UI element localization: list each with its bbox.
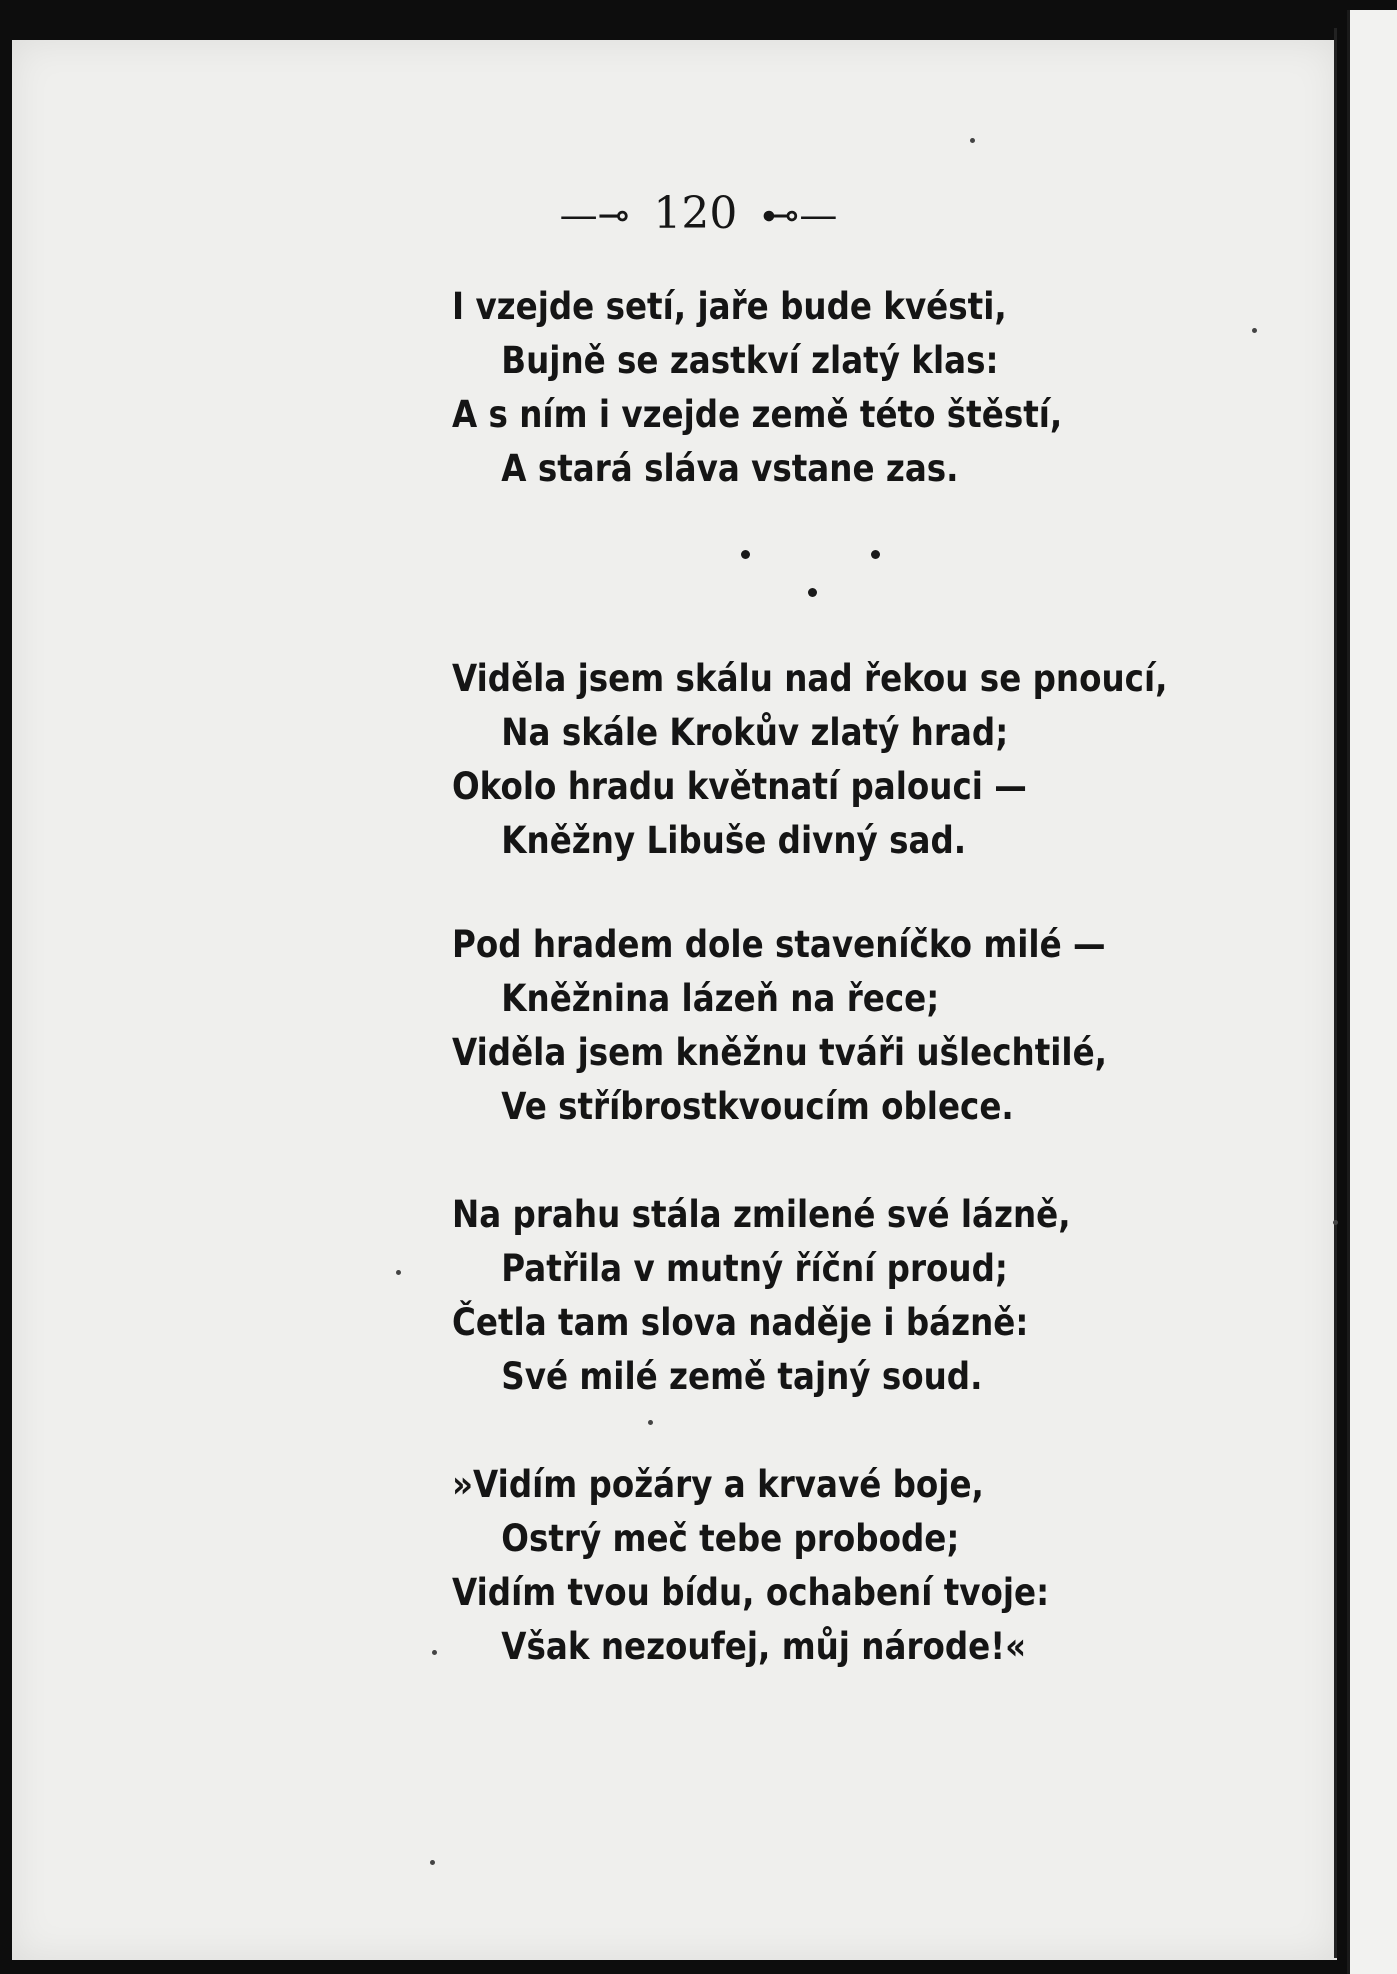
verse-line: Pod hradem dole staveníčko milé — [452, 923, 1106, 966]
verse-line: Kněžnina lázeň na řece; [501, 977, 940, 1020]
verse-line: Ve stříbrostkvoucím oblece. [501, 1085, 1014, 1128]
stanza-3 [452, 918, 1244, 1134]
page-edge [1334, 28, 1337, 1958]
verse-line: Však nezoufej, můj národe!« [501, 1625, 1027, 1668]
paper-speck [396, 1270, 401, 1275]
paper-speck [1333, 1220, 1338, 1225]
stanza-5 [452, 1458, 1244, 1674]
asterism-star [808, 588, 817, 597]
stanza-4 [452, 1188, 1244, 1404]
verse-line: Vidím tvou bídu, ochabení tvoje: [452, 1571, 1050, 1614]
paper-speck [1252, 328, 1257, 333]
paper-speck [970, 138, 975, 143]
asterism-star [741, 550, 750, 559]
adjacent-page-edge [1347, 10, 1397, 1974]
verse-line: Na prahu stála zmilené své lázně, [452, 1193, 1071, 1236]
verse-line: Viděla jsem kněžnu tváři ušlechtilé, [452, 1031, 1108, 1074]
ornament-left-icon: —⊸ [559, 193, 630, 237]
asterism-star [871, 550, 880, 559]
section-break-asterism [0, 530, 1397, 610]
verse-line: Bujně se zastkví zlatý klas: [501, 339, 999, 382]
verse-line: Četla tam slova naděje i bázně: [452, 1301, 1029, 1344]
verse-line: I vzejde setí, jaře bude kvésti, [452, 285, 1007, 328]
verse-line: Na skále Krokův zlatý hrad; [501, 711, 1009, 754]
verse-line: Kněžny Libuše divný sad. [501, 819, 967, 862]
paper-speck [432, 1650, 437, 1655]
stanza-1 [452, 280, 1244, 496]
paper-speck [648, 1420, 653, 1425]
verse-line: Viděla jsem skálu nad řekou se pnoucí, [452, 657, 1168, 700]
page-header [0, 188, 1397, 239]
verse-line: A stará sláva vstane zas. [501, 447, 959, 490]
verse-line: Okolo hradu květnatí palouci — [452, 765, 1027, 808]
stanza-2 [452, 652, 1244, 868]
verse-line: Ostrý meč tebe probode; [501, 1517, 960, 1560]
verse-line: A s ním i vzejde země této štěstí, [452, 393, 1063, 436]
page-number: 120 [653, 188, 738, 239]
paper-speck [430, 1860, 435, 1865]
ornament-right-icon: ⊷— [761, 193, 838, 237]
verse-line: Své milé země tajný soud. [501, 1355, 983, 1398]
verse-line: Patřila v mutný říční proud; [501, 1247, 1008, 1290]
verse-line: »Vidím požáry a krvavé boje, [452, 1463, 984, 1506]
